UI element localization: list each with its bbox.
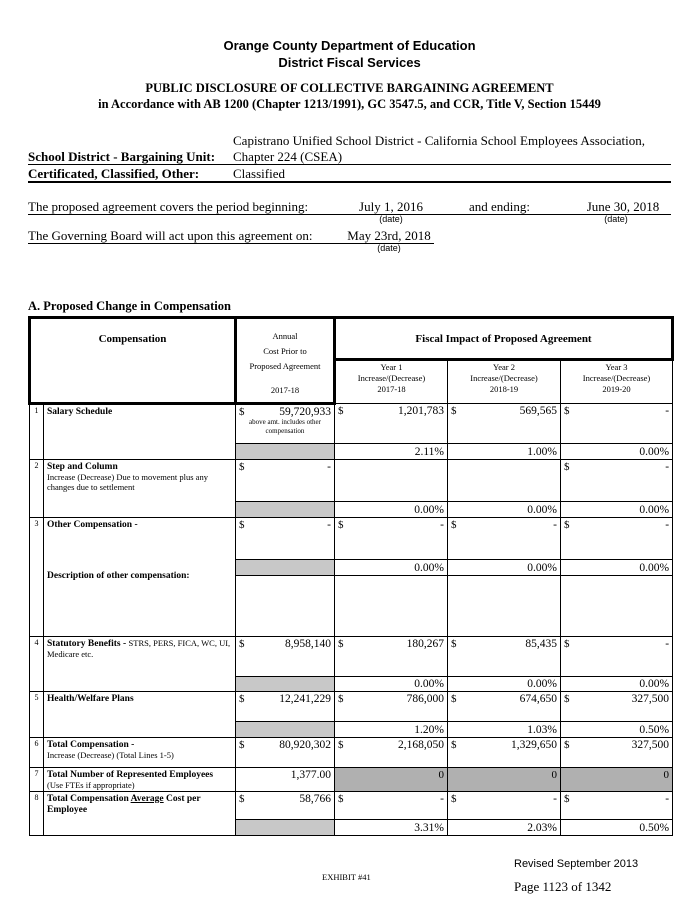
ending-label: and ending: <box>469 199 531 214</box>
doc-title: PUBLIC DISCLOSURE OF COLLECTIVE BARGAINING AGREEMENT <box>145 81 554 95</box>
unit-row <box>28 149 671 165</box>
table-header-row-1 <box>30 318 673 360</box>
year3-header: Year 3 Increase/(Decrease) 2019-20 <box>561 360 673 404</box>
table-row: 3 Other Compensation - Description of other compensation: $ - $ - $ - $ - <box>30 518 673 560</box>
table-row: 7 Total Number of Represented Employees (Use FTEs if appropriate) 1,377.00 0 0 0 <box>30 768 673 792</box>
unit-value-line1: Capistrano Unified School District - California School Employees Association, <box>233 133 645 148</box>
annual-cost-header: Annual Cost Prior to Proposed Agreement 2017-18 <box>236 318 335 404</box>
table-row: 4 Statutory Benefits - STRS, PERS, FICA, WC, UI, Medicare etc. $ 8,958,140 $ 180,267 $ 85,435 $ - <box>30 637 673 677</box>
table-row: 1 Salary Schedule $ 59,720,933 above amt. includes other compensation $ 1,201,783 $ 569,565 $ - <box>30 404 673 444</box>
board-label: The Governing Board will act upon this agreement on: <box>28 228 313 243</box>
doc-subtitle: in Accordance with AB 1200 (Chapter 1213/1991), GC 3547.5, and CCR, Title V, Section 15449 <box>98 97 601 111</box>
fiscal-impact-header: Fiscal Impact of Proposed Agreement <box>335 318 673 360</box>
table-row-percent: 0.00% 0.00% 0.00% <box>30 560 673 576</box>
compensation-header: Compensation <box>30 318 236 404</box>
table-row-percent: 3.31% 2.03% 0.50% <box>30 820 673 836</box>
page-number: Page 1123 of 1342 <box>514 879 612 894</box>
section-title: A. Proposed Change in Compensation <box>28 299 231 313</box>
table-row-percent: 2.11% 1.00% 0.00% <box>30 444 673 460</box>
period-start: July 1, 2016 <box>359 199 423 214</box>
revised-label: Revised September 2013 <box>514 858 639 870</box>
period-end: June 30, 2018 <box>586 199 660 214</box>
org-title: Orange County Department of Education <box>223 38 476 53</box>
type-value: Classified <box>233 166 285 181</box>
table-row: 8 Total Compensation Average Cost per Employee $ 58,766 $ - $ - $ - <box>30 792 673 820</box>
period-label: The proposed agreement covers the period beginning: <box>28 199 309 214</box>
table-row: 6 Total Compensation - Increase (Decrease) (Total Lines 1-5) $ 80,920,302 $ 2,168,050 $ 1,329,650 $ 327,500 <box>30 738 673 768</box>
unit-label: School District - Bargaining Unit: <box>28 149 216 164</box>
year1-header: Year 1 Increase/(Decrease) 2017-18 <box>335 360 448 404</box>
board-date: May 23rd, 2018 <box>347 228 431 243</box>
table-row-percent: 0.00% 0.00% 0.00% <box>30 677 673 692</box>
table-row: 2 Step and Column Increase (Decrease) Due to movement plus any changes due to settlement $ - $ - <box>30 460 673 502</box>
table-row-percent: 1.20% 1.03% 0.50% <box>30 722 673 738</box>
board-row <box>28 228 434 244</box>
compensation-table <box>28 316 674 836</box>
type-row <box>28 166 671 183</box>
exhibit-label: EXHIBIT #41 <box>322 872 371 882</box>
board-date-caption: (date) <box>377 243 401 253</box>
table-row: 5 Health/Welfare Plans $ 12,241,229 $ 786,000 $ 674,650 $ 327,500 <box>30 692 673 722</box>
end-date-caption: (date) <box>604 214 628 224</box>
period-row <box>28 199 671 215</box>
table-row-percent: 0.00% 0.00% 0.00% <box>30 502 673 518</box>
dept-title: District Fiscal Services <box>278 55 421 70</box>
start-date-caption: (date) <box>379 214 403 224</box>
type-label: Certificated, Classified, Other: <box>28 166 200 181</box>
year2-header: Year 2 Increase/(Decrease) 2018-19 <box>448 360 561 404</box>
unit-value-line2: Chapter 224 (CSEA) <box>233 149 343 164</box>
